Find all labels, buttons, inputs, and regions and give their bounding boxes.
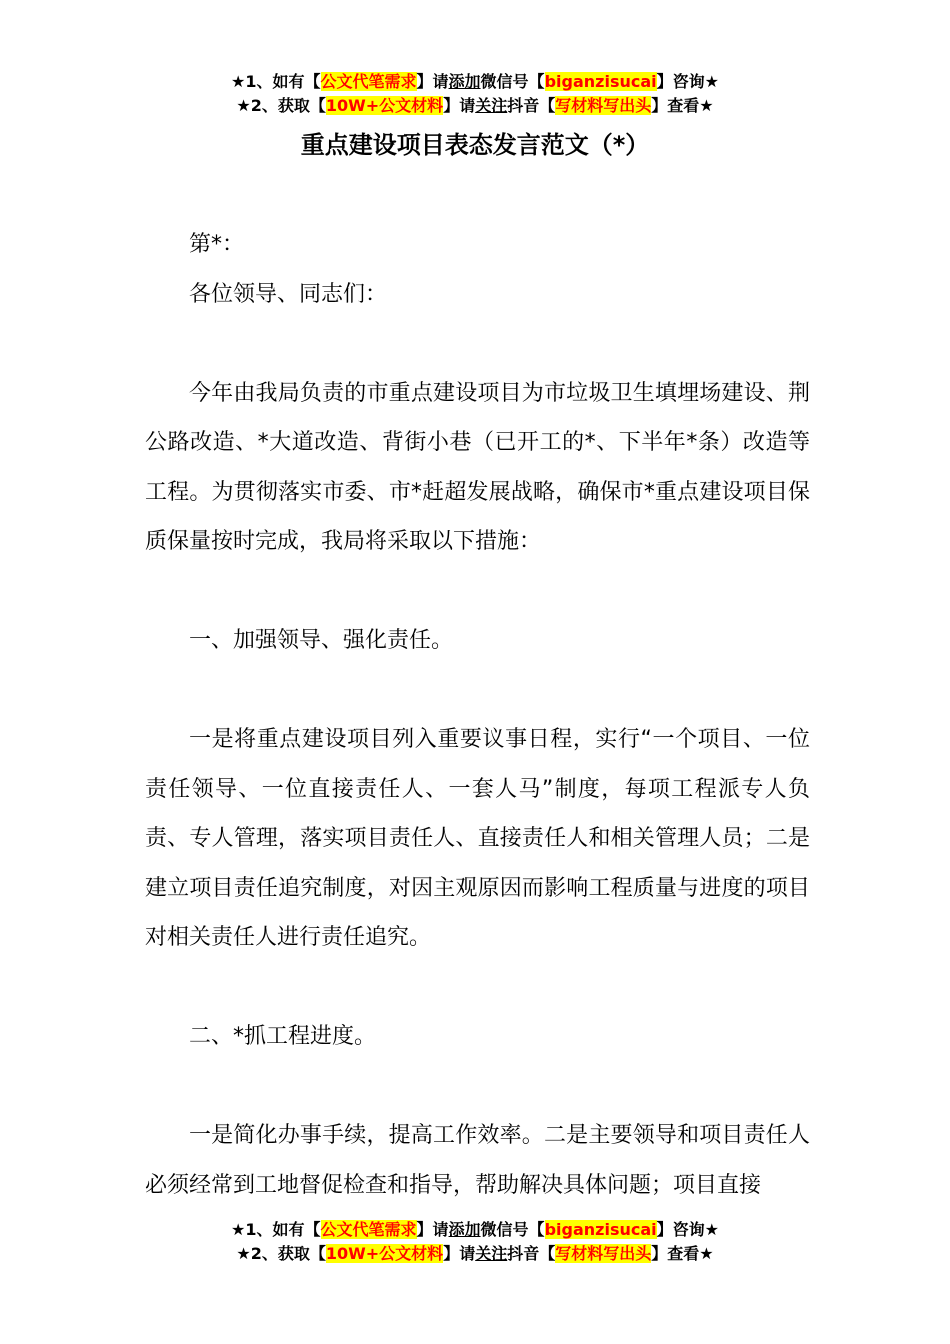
banner-text: 微信号【: [480, 72, 545, 91]
section-heading-1: 一、加强领导、强化责任。: [189, 628, 454, 653]
banner-text: 】请: [443, 1244, 476, 1263]
banner-text: ★2、获取【: [236, 96, 326, 115]
highlight-service: 公文代笔需求: [320, 72, 417, 91]
header-banner: [0, 70, 950, 118]
underlined-add: 添加: [448, 72, 481, 91]
banner-text: ★1、如有【: [231, 72, 321, 91]
banner-text: 】咨询★: [656, 72, 719, 91]
banner-text: 】请: [416, 72, 449, 91]
banner-text: 】请: [416, 1220, 449, 1239]
underlined-follow: 关注: [475, 96, 508, 115]
highlight-materials: 10W+公文材料: [325, 96, 444, 115]
footer-banner: [0, 1218, 950, 1266]
salutation-line-1: 第*：: [189, 232, 245, 257]
document-body: [145, 220, 810, 1210]
banner-text: 抖音【: [507, 96, 556, 115]
spacer: [145, 963, 810, 1013]
salutation-line-2: 各位领导、同志们：: [189, 281, 388, 307]
paragraph-intro: 今年由我局负责的市重点建设项目为市垃圾卫生填埋场建设、荆公路改造、*大道改造、背街小巷（已开工的*、下半年*条）改造等工程。为贯彻落实市委、市*赶超发展战略，确保市*重点建设项目保质保量按时完成，我局将采取以下措施：: [145, 380, 810, 554]
banner-text: 微信号【: [480, 1220, 545, 1239]
highlight-wechat-id: biganzisucai: [544, 1220, 657, 1239]
underlined-follow: 关注: [475, 1244, 508, 1263]
spacer: [145, 567, 810, 617]
spacer: [145, 666, 810, 716]
spacer: [145, 319, 810, 369]
section-heading-2: 二、*抓工程进度。: [189, 1024, 377, 1049]
banner-text: 抖音【: [507, 1244, 556, 1263]
document-title: 重点建设项目表态发言范文（*）: [300, 131, 650, 159]
underlined-add: 添加: [448, 1220, 481, 1239]
banner-line-2: [0, 94, 950, 118]
spacer: [145, 1062, 810, 1112]
highlight-wechat-id: biganzisucai: [544, 72, 657, 91]
highlight-douyin-account: 写材料写出头: [555, 1244, 652, 1263]
banner-text: ★2、获取【: [236, 1244, 326, 1263]
banner-text: 】查看★: [651, 1244, 714, 1263]
highlight-service: 公文代笔需求: [320, 1220, 417, 1239]
highlight-douyin-account: 写材料写出头: [555, 96, 652, 115]
banner-text: 】请: [443, 96, 476, 115]
banner-text: 】查看★: [651, 96, 714, 115]
highlight-materials: 10W+公文材料: [325, 1244, 444, 1263]
banner-text: ★1、如有【: [231, 1220, 321, 1239]
paragraph-section-1: 一是将重点建设项目列入重要议事日程，实行“一个项目、一位责任领导、一位直接责任人、一套人马”制度，每项工程派专人负责、专人管理，落实项目责任人、直接责任人和相关管理人员；二是建立项目责任追究制度，对因主观原因而影响工程质量与进度的项目对相关责任人进行责任追究。: [145, 727, 810, 950]
banner-line-1: [0, 1218, 950, 1242]
banner-text: 】咨询★: [656, 1220, 719, 1239]
banner-line-2: [0, 1242, 950, 1266]
banner-line-1: [0, 70, 950, 94]
paragraph-section-2: 一是简化办事手续，提高工作效率。二是主要领导和项目责任人必须经常到工地督促检查和指导，帮助解决具体问题；项目直接: [145, 1123, 810, 1198]
